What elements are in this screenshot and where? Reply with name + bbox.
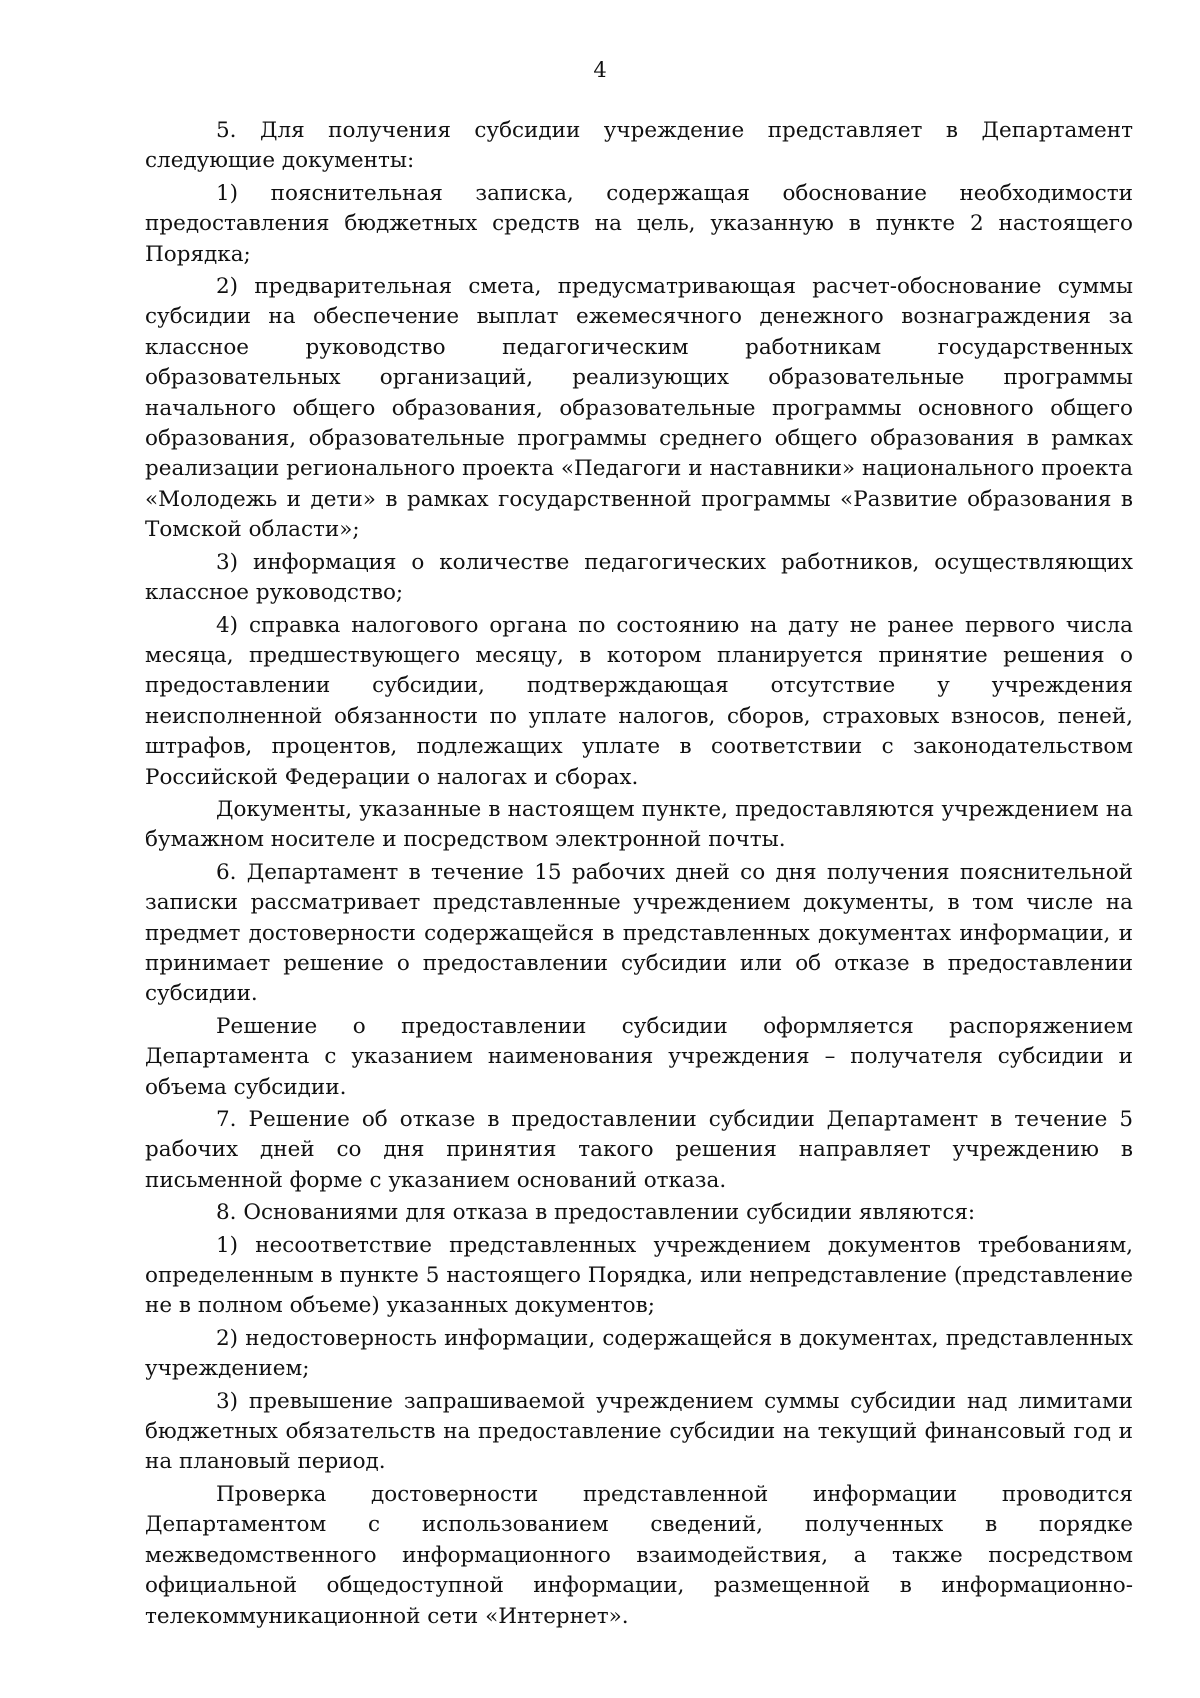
paragraph-decision: Решение о предоставлении субсидии оформляется распоряжением Департамента с указанием наименования учреждения – получателя субсидии и объема субсидии. (145, 1013, 1133, 1100)
paragraph-verification: Проверка достоверности представленной информации проводится Департаментом с использованием сведений, полученных в порядке межведомственного информационного взаимодействия, а также посредством официальной общедоступной информации, размещенной в информационно-телекоммуникационной сети «Интернет». (145, 1481, 1133, 1629)
paragraph-refusal-reason-3: 3) превышение запрашиваемой учреждением суммы субсидии над лимитами бюджетных обязательств на предоставление субсидии на текущий финансовый год и на плановый период. (145, 1388, 1133, 1475)
paragraph-item-5: 5. Для получения субсидии учреждение представляет в Департамент следующие документы: (145, 118, 1133, 174)
paragraph-subitem-3: 3) информация о количестве педагогических работников, осуществляющих классное руководство; (145, 549, 1133, 606)
document-body (145, 116, 1133, 1634)
paragraph-subitem-2: 2) предварительная смета, предусматривающая расчет-обоснование суммы субсидии на обеспечение выплат ежемесячного денежного вознаграждения за классное руководство педагогическим работникам государственных образовательных организаций, реализующих образовательные программы начального общего образования, образовательные программы основного общего образования, образовательные программы среднего общего образования в рамках реализации регионального проекта «Педагоги и наставники» национального проекта «Молодежь и дети» в рамках государственной программы «Развитие образования в Томской области»; (145, 274, 1133, 543)
paragraph-item-6: 6. Департамент в течение 15 рабочих дней со дня получения пояснительной записки рассматривает представленные учреждением документы, в том числе на предмет достоверности содержащейся в представленных документах информации, и принимает решение о предоставлении субсидии или об отказе в предоставлении субсидии. (145, 859, 1133, 1007)
paragraph-subitem-1: 1) пояснительная записка, содержащая обоснование необходимости предоставления бюджетных средств на цель, указанную в пункте 2 настоящего Порядка; (145, 180, 1133, 267)
paragraph-refusal-reason-2: 2) недостоверность информации, содержащейся в документах, представленных учреждением; (145, 1325, 1133, 1382)
paragraph-subitem-4: 4) справка налогового органа по состоянию на дату не ранее первого числа месяца, предшествующего месяцу, в котором планируется принятие решения о предоставлении субсидии, подтверждающая отсутствие у учреждения неисполненной обязанности по уплате налогов, сборов, страховых взносов, пеней, штрафов, процентов, подлежащих уплате в соответствии с законодательством Российской Федерации о налогах и сборах. (145, 612, 1133, 790)
paragraph-refusal-reason-1: 1) несоответствие представленных учреждением документов требованиям, определенным в пункте 5 настоящего Порядка, или непредставление (представление не в полном объеме) указанных документов; (145, 1232, 1133, 1319)
page-number: 4 (593, 58, 607, 82)
paragraph-item-7: 7. Решение об отказе в предоставлении субсидии Департамент в течение 5 рабочих дней со дня принятия такого решения направляет учреждению в письменной форме с указанием оснований отказа. (145, 1107, 1133, 1193)
paragraph-item-8: 8. Основаниями для отказа в предоставлении субсидии являются: (216, 1200, 976, 1226)
paragraph-documents-submission: Документы, указанные в настоящем пункте, предоставляются учреждением на бумажном носителе и посредством электронной почты. (145, 796, 1133, 853)
